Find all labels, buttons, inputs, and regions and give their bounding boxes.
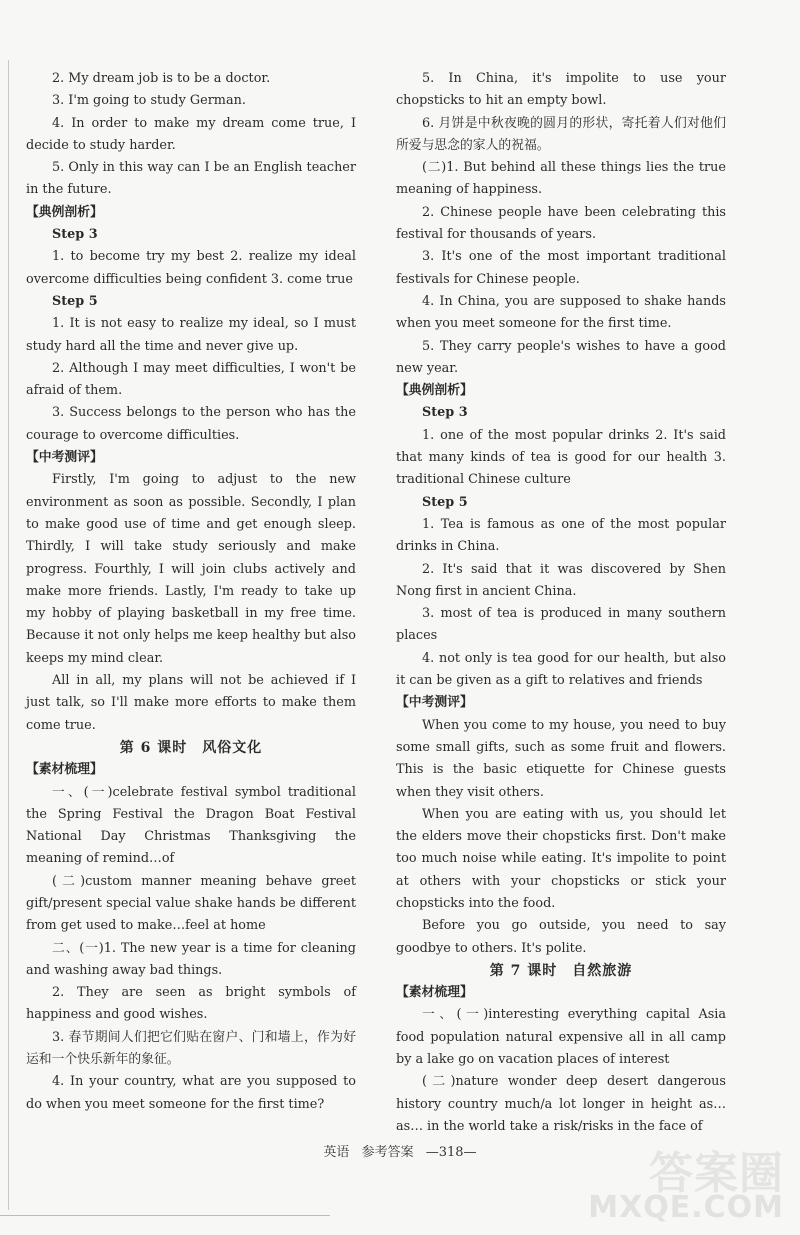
- answer-line: 6. 月饼是中秋夜晚的圆月的形状，寄托着人们对他们所爱与思念的家人的祝福。: [396, 115, 726, 153]
- right-column: [396, 68, 726, 1138]
- step-heading: Step 3: [422, 405, 468, 421]
- answer-line: 5. Only in this way can I be an English teacher in the future.: [26, 160, 356, 198]
- footer-page-number: —318—: [425, 1145, 477, 1160]
- answer-line: 3. most of tea is produced in many southern places: [396, 606, 726, 644]
- essay-paragraph: When you are eating with us, you should let the elders move their chopsticks first. Don't make too much noise while eating. It's impolite to point at others with your chopsticks or stick your chopsticks into the food.: [396, 806, 726, 911]
- section-heading: 【素材梳理】: [396, 985, 473, 1001]
- essay-paragraph: Firstly, I'm going to adjust to the new environment as soon as possible. Secondly, I plan to make good use of time and get enough sleep. Thirdly, I will take study seriously and make progress. Fourthly, I will join clubs actively and make more friends. Lastly, I'm ready to take up my hobby of playing basketball in my free time. Because it not only helps me keep healthy but also keeps my mind clear.: [26, 472, 356, 666]
- watermark-logo: 答案圈: [649, 1148, 784, 1199]
- answer-line: 二、(一)1. The new year is a time for cleaning and washing away bad things.: [26, 940, 356, 978]
- watermark-site: MXQE.COM: [588, 1190, 784, 1225]
- essay-paragraph: When you come to my house, you need to buy some small gifts, such as some fruit and flowers. This is the basic etiquette for Chinese guests when they visit others.: [396, 717, 726, 800]
- answer-line: 2. It's said that it was discovered by Shen Nong first in ancient China.: [396, 561, 726, 599]
- left-column: [26, 68, 356, 1116]
- answer-line: 5. In China, it's impolite to use your chopsticks to hit an empty bowl.: [396, 71, 726, 109]
- answer-line: 1. It is not easy to realize my ideal, so I must study hard all the time and never give up.: [26, 316, 356, 354]
- step-heading: Step 3: [52, 227, 98, 243]
- lesson-title: 第 6 课时 风俗文化: [119, 739, 263, 756]
- vocab-list: 一、(一)interesting everything capital Asia food population natural expensive all in all camp by a lake go on vacation places of interest: [396, 1007, 726, 1068]
- section-heading: 【典例剖析】: [26, 204, 103, 220]
- section-heading: 【素材梳理】: [26, 762, 103, 778]
- answer-line: 2. My dream job is to be a doctor.: [52, 71, 271, 86]
- footer-subject: 英语: [323, 1145, 350, 1160]
- footer-label: 参考答案: [361, 1145, 414, 1160]
- vocab-list: 一、(一)celebrate festival symbol traditional the Spring Festival the Dragon Boat Festival National Day Christmas Thanksgiving the meaning of remind…of: [26, 784, 356, 867]
- lesson-title: 第 7 课时 自然旅游: [489, 962, 633, 979]
- vocab-list: (二)custom manner meaning behave greet gift/present special value shake hands be different from get used to make…feel at home: [26, 873, 356, 934]
- watermark: [588, 1137, 788, 1227]
- section-heading: 【中考测评】: [26, 450, 103, 466]
- essay-paragraph: Before you go outside, you need to say goodbye to others. It's polite.: [396, 918, 726, 956]
- answer-line: 4. In order to make my dream come true, I decide to study harder.: [26, 115, 356, 153]
- answer-line: 2. They are seen as bright symbols of happiness and good wishes.: [26, 985, 356, 1023]
- answer-line: 2. Chinese people have been celebrating this festival for thousands of years.: [396, 204, 726, 243]
- essay-paragraph: All in all, my plans will not be achieved if I just talk, so I'll make more efforts to make them come true.: [26, 673, 356, 733]
- answer-line: 3. Success belongs to the person who has the courage to overcome difficulties.: [26, 405, 356, 443]
- bottom-divider: [0, 1215, 330, 1216]
- answer-line: 4. In your country, what are you supposed to do when you meet someone for the first time?: [26, 1074, 356, 1112]
- answer-line: 1. Tea is famous as one of the most popular drinks in China.: [396, 516, 726, 555]
- answer-line: (二)1. But behind all these things lies the true meaning of happiness.: [396, 160, 726, 198]
- section-heading: 【中考测评】: [396, 695, 473, 711]
- step-heading: Step 5: [52, 293, 98, 309]
- page-edge-line: [8, 60, 9, 1210]
- answer-line: 3. It's one of the most important traditional festivals for Chinese people.: [396, 249, 726, 287]
- answer-line: 4. not only is tea good for our health, but also it can be given as a gift to relatives and friends: [396, 650, 726, 689]
- answer-line: 5. They carry people's wishes to have a good new year.: [396, 338, 726, 376]
- answer-line: 1. one of the most popular drinks 2. It's said that many kinds of tea is good for our health 3. traditional Chinese culture: [396, 427, 726, 488]
- step-heading: Step 5: [422, 494, 468, 510]
- answer-line: 3. I'm going to study German.: [52, 93, 246, 109]
- answer-line: 2. Although I may meet difficulties, I won't be afraid of them.: [26, 360, 356, 399]
- answer-line: 4. In China, you are supposed to shake hands when you meet someone for the first time.: [396, 293, 726, 332]
- answer-line: 3. 春节期间人们把它们贴在窗户、门和墙上，作为好运和一个快乐新年的象征。: [26, 1029, 356, 1068]
- section-heading: 【典例剖析】: [396, 383, 473, 399]
- answer-line: 1. to become try my best 2. realize my ideal overcome difficulties being confident 3. come true: [26, 249, 356, 287]
- vocab-list: (二)nature wonder deep desert dangerous history country much/a lot longer in height as…as… in the world take a risk/risks in the face of: [396, 1074, 726, 1134]
